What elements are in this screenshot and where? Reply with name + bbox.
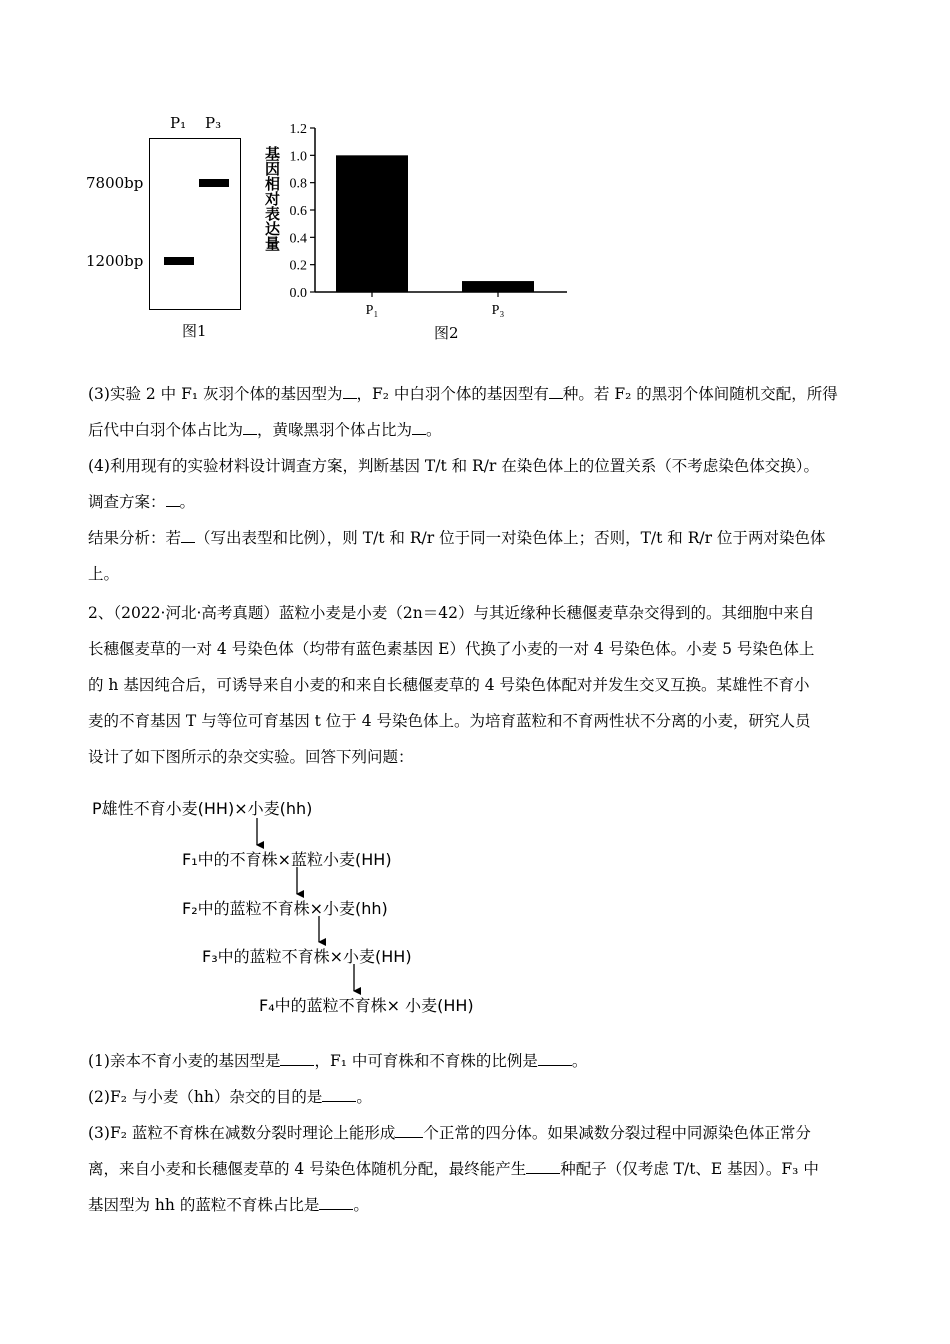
q2-intro-line5: 设计了如下图所示的杂交实验。回答下列问题： (88, 748, 414, 766)
q2-sub3-line1: (3)F₂ 蓝粒不育株在减数分裂时理论上能形成 个正常的四分体。如果减数分裂过程中同源染色体正常分 (88, 1124, 811, 1142)
q2-intro-line4: 麦的不育基因 T 与等位可育基因 t 位于 4 号染色体上。为培育蓝粒和不育两性状不分离的小麦，研究人员 (88, 712, 811, 730)
cross-step-f2: F₂中的蓝粒不育株×小麦(hh) (182, 899, 388, 918)
q2-sub3-line2: 离，来自小麦和长穗偃麦草的 4 号染色体随机分配，最终能产生 种配子（仅考虑 T/t、E 基因）。F₃ 中 (88, 1160, 819, 1178)
y-tick-label: 0.0 (289, 286, 307, 301)
q2-sub2: (2)F₂ 与小麦（hh）杂交的目的是 。 (88, 1088, 372, 1106)
answer-blank (322, 1101, 356, 1102)
q2-intro-line1: 2、（2022·河北·高考真题）蓝粒小麦是小麦（2n＝42）与其近缘种长穗偃麦草杂交得到的。其细胞中来自 (88, 604, 815, 622)
lane-label-p1: P₁ (170, 114, 187, 132)
q1-part3-line2: 后代中白羽个体占比为 ，黄喙黑羽个体占比为 。 (88, 421, 442, 439)
q1-part4-line3: 结果分析：若 （写出表型和比例），则 T/t 和 R/r 位于同一对染色体上；否则，T/t 和 R/r 位于两对染色体 (88, 529, 826, 547)
marker-label-7800bp: 7800bp (86, 174, 144, 192)
q2-sub1: (1)亲本不育小麦的基因型是 ，F₁ 中可育株和不育株的比例是 。 (88, 1052, 588, 1070)
y-tick-label: 0.4 (289, 231, 307, 247)
q2-intro-line2: 长穗偃麦草的一对 4 号染色体（均带有蓝色素基因 E）代换了小麦的一对 4 号染色体。小麦 5 号染色体上 (88, 640, 815, 658)
q1-part4-line1: (4)利用现有的实验材料设计调查方案，判断基因 T/t 和 R/r 在染色体上的位置关系（不考虑染色体交换）。 (88, 457, 820, 475)
q2-intro-line3: 的 h 基因纯合后，可诱导来自小麦的和来自长穗偃麦草的 4 号染色体配对并发生交叉互换。某雄性不育小 (88, 676, 810, 694)
q2-sub3-line3: 基因型为 hh 的蓝粒不育株占比是 。 (88, 1196, 369, 1214)
y-tick-label: 0.2 (289, 258, 307, 274)
x-tick-label: P₃ (491, 303, 505, 318)
figure2-caption: 图2 (434, 324, 459, 342)
answer-blank (280, 1065, 314, 1066)
y-tick-label: 0.8 (289, 176, 307, 192)
chart-ylabel: 基因相对表达量 (263, 146, 281, 251)
answer-blank (538, 1065, 572, 1066)
y-tick-label: 1.2 (289, 122, 307, 137)
y-tick-label: 0.6 (289, 204, 307, 219)
answer-blank (395, 1137, 423, 1138)
answer-blank (526, 1173, 560, 1174)
answer-blank (319, 1209, 353, 1210)
cross-step-f4: F₄中的蓝粒不育株× 小麦(HH) (259, 996, 474, 1015)
q1-part3-line1: (3)实验 2 中 F₁ 灰羽个体的基因型为 ，F₂ 中白羽个体的基因型有 种。若 F₂ 的黑羽个体间随机交配，所得 (88, 385, 838, 403)
marker-label-1200bp: 1200bp (86, 252, 144, 270)
q1-part4-line2: 调查方案： 。 (88, 493, 196, 511)
figure1-caption: 图1 (182, 322, 207, 340)
cross-step-f3: F₃中的蓝粒不育株×小麦(HH) (202, 947, 412, 966)
x-tick-label: P₁ (365, 303, 379, 318)
cross-step-f1: F₁中的不育株×蓝粒小麦(HH) (182, 850, 392, 869)
cross-step-p: P雄性不育小麦(HH)×小麦(hh) (92, 799, 313, 818)
q1-part4-line4: 上。 (88, 565, 120, 583)
y-tick-label: 1.0 (289, 149, 307, 165)
lane-label-p3: P₃ (205, 114, 222, 132)
